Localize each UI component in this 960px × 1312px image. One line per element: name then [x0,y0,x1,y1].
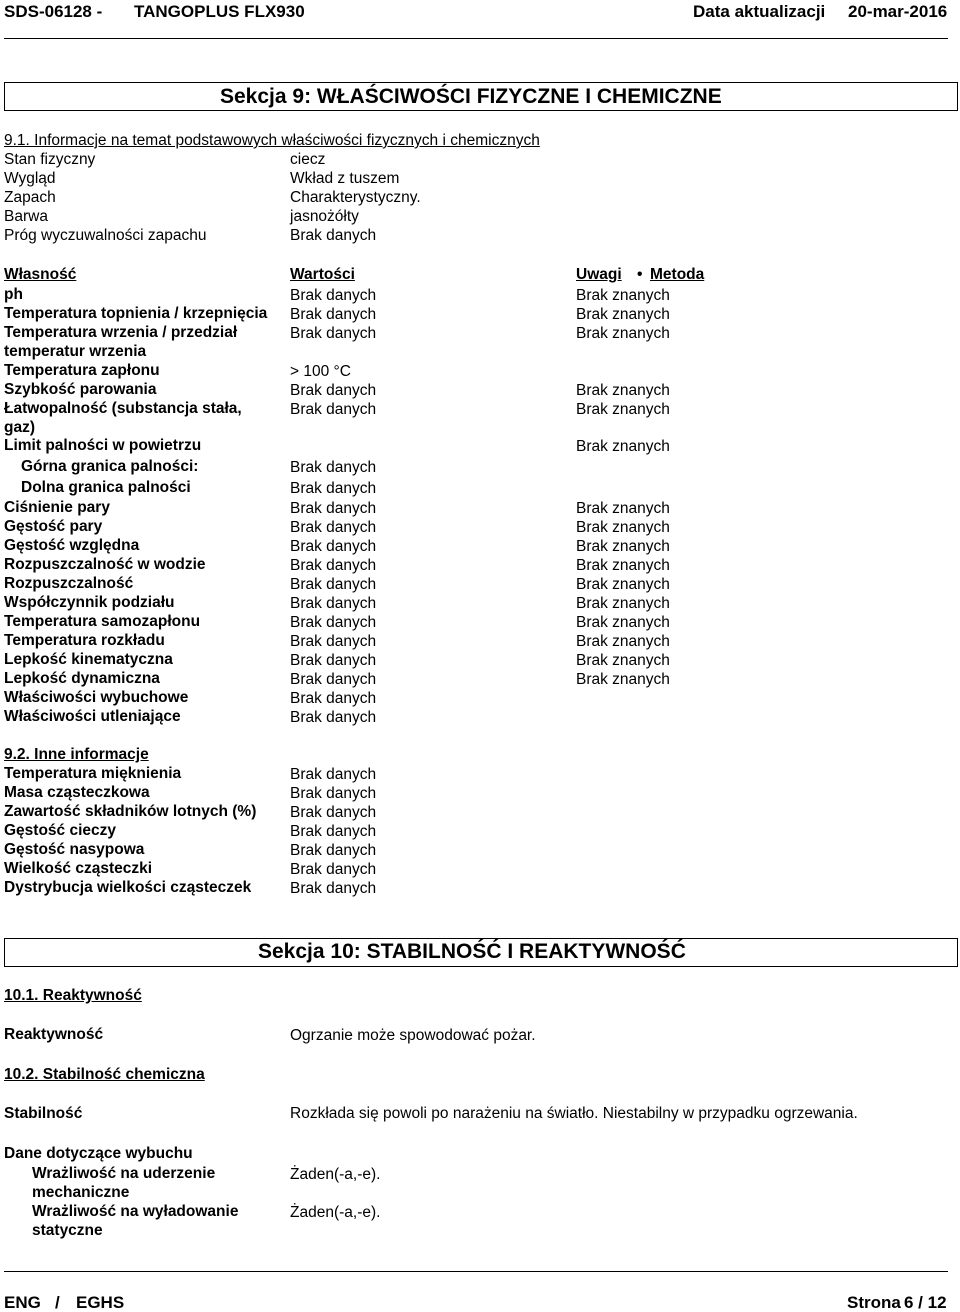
property-remark: Brak znanych [576,557,670,574]
property-value: Brak danych [290,595,377,612]
col-method: Metoda [650,266,705,283]
static-discharge-label-2: statyczne [32,1222,103,1239]
other-info-label: Gęstość nasypowa [4,841,145,858]
property-label: Temperatura wrzenia / przedział [4,324,238,341]
other-info-value: Brak danych [290,785,377,802]
header-rule [4,38,948,39]
property-remark: Brak znanych [576,500,670,517]
property-value: Brak danych [290,325,377,342]
footer-language: ENG [4,1293,41,1312]
section-9-title: Sekcja 9: WŁAŚCIWOŚCI FIZYCZNE I CHEMICZNE [220,85,722,108]
property-remark: Brak znanych [576,287,670,304]
other-info-label: Masa cząsteczkowa [4,784,150,801]
other-info-value: Brak danych [290,880,377,897]
property-remark: Brak znanych [576,671,670,688]
property-value: Brak danych [290,500,377,517]
other-info-value: Brak danych [290,861,377,878]
page-number: 6 / 12 [904,1293,947,1312]
property-value: Brak danych [290,306,377,323]
property-remark: Brak znanych [576,595,670,612]
property-label: Właściwości wybuchowe [4,689,189,706]
property-remark: Brak znanych [576,538,670,555]
col-remarks: Uwagi [576,266,622,283]
property-value: Brak danych [290,576,377,593]
property-label: Temperatura topnienia / krzepnięcia [4,305,268,322]
page-label: Strona [847,1293,901,1312]
footer-system: EGHS [76,1293,125,1312]
impact-sensitivity-label: Wrażliwość na uderzenie [32,1165,216,1182]
other-info-label: Gęstość cieczy [4,822,117,839]
section-10-title: Sekcja 10: STABILNOŚĆ I REAKTYWNOŚĆ [258,940,686,963]
other-info-label: Zawartość składników lotnych (%) [4,803,257,820]
revision-date: 20-mar-2016 [848,2,948,21]
property-label: Współczynnik podziału [4,594,175,611]
property-label: Dolna granica palności [21,479,191,496]
revision-date-label: Data aktualizacji [693,2,826,21]
basic-prop-label: Wygląd [4,170,56,187]
col-values: Wartości [290,266,355,283]
other-info-value: Brak danych [290,766,377,783]
property-value: Brak danych [290,519,377,536]
subsection-9-2: 9.2. Inne informacje [4,746,149,763]
property-label: Górna granica palności: [21,458,199,475]
property-value: Brak danych [290,709,377,726]
property-remark: Brak znanych [576,382,670,399]
property-label: Limit palności w powietrzu [4,437,202,454]
footer-rule [4,1271,948,1272]
property-value: Brak danych [290,401,377,418]
property-value: Brak danych [290,690,377,707]
property-value: Brak danych [290,382,377,399]
product-name: TANGOPLUS FLX930 [134,2,305,21]
property-label: ph [4,286,23,303]
property-value: Brak danych [290,614,377,631]
property-label: Ciśnienie pary [4,499,110,516]
static-discharge-label: Wrażliwość na wyładowanie [32,1203,239,1220]
property-value: Brak danych [290,557,377,574]
subsection-10-2: 10.2. Stabilność chemiczna [4,1066,205,1083]
property-label: Łatwopalność (substancja stała, [4,400,242,417]
property-label: Temperatura samozapłonu [4,613,201,630]
property-label: Właściwości utleniające [4,708,181,725]
property-value: Brak danych [290,671,377,688]
other-info-label: Temperatura mięknienia [4,765,182,782]
property-value: Brak danych [290,459,377,476]
col-property: Własność [4,266,77,283]
impact-sensitivity-value: Żaden(-a,-e). [290,1166,381,1183]
property-remark: Brak znanych [576,633,670,650]
other-info-label: Dystrybucja wielkości cząsteczek [4,879,252,896]
basic-prop-value: ciecz [290,151,326,168]
property-remark: Brak znanych [576,306,670,323]
basic-prop-value: Wkład z tuszem [290,170,400,187]
basic-prop-label: Stan fizyczny [4,151,96,168]
basic-prop-value: Brak danych [290,227,377,244]
property-label: Lepkość dynamiczna [4,670,160,687]
property-value: Brak danych [290,287,377,304]
property-remark: Brak znanych [576,614,670,631]
subsection-9-1: 9.1. Informacje na temat podstawowych właściwości fizycznych i chemicznych [4,132,540,149]
reactivity-label: Reaktywność [4,1026,104,1043]
subsection-10-1: 10.1. Reaktywność [4,987,142,1004]
footer-separator: / [55,1293,60,1312]
basic-prop-label: Barwa [4,208,48,225]
stability-label: Stabilność [4,1105,83,1122]
property-remark: Brak znanych [576,401,670,418]
impact-sensitivity-label-2: mechaniczne [32,1184,130,1201]
basic-prop-label: Zapach [4,189,56,206]
other-info-value: Brak danych [290,804,377,821]
static-discharge-value: Żaden(-a,-e). [290,1204,381,1221]
property-value: Brak danych [290,538,377,555]
col-bullet: • [637,266,643,283]
property-remark: Brak znanych [576,652,670,669]
property-label: Gęstość względna [4,537,140,554]
property-label-cont: temperatur wrzenia [4,343,147,360]
basic-prop-value: Charakterystyczny. [290,189,421,206]
property-value: Brak danych [290,633,377,650]
property-value: Brak danych [290,652,377,669]
other-info-value: Brak danych [290,823,377,840]
property-remark: Brak znanych [576,519,670,536]
other-info-label: Wielkość cząsteczki [4,860,153,877]
doc-id: SDS-06128 - [4,2,103,21]
property-label: Temperatura rozkładu [4,632,165,649]
explosion-data-heading: Dane dotyczące wybuchu [4,1145,193,1162]
property-label-cont: gaz) [4,419,35,436]
stability-value: Rozkłada się powoli po narażeniu na światło. Niestabilny w przypadku ogrzewania. [290,1105,858,1122]
basic-prop-value: jasnożółty [290,208,359,225]
property-label: Gęstość pary [4,518,103,535]
property-label: Rozpuszczalność w wodzie [4,556,206,573]
property-remark: Brak znanych [576,438,670,455]
other-info-value: Brak danych [290,842,377,859]
property-label: Szybkość parowania [4,381,157,398]
property-label: Temperatura zapłonu [4,362,160,379]
property-label: Lepkość kinematyczna [4,651,173,668]
property-value: Brak danych [290,480,377,497]
property-label: Rozpuszczalność [4,575,134,592]
reactivity-value: Ogrzanie może spowodować pożar. [290,1027,536,1044]
property-remark: Brak znanych [576,576,670,593]
basic-prop-label: Próg wyczuwalności zapachu [4,227,207,244]
property-value: > 100 °C [290,363,351,380]
property-remark: Brak znanych [576,325,670,342]
